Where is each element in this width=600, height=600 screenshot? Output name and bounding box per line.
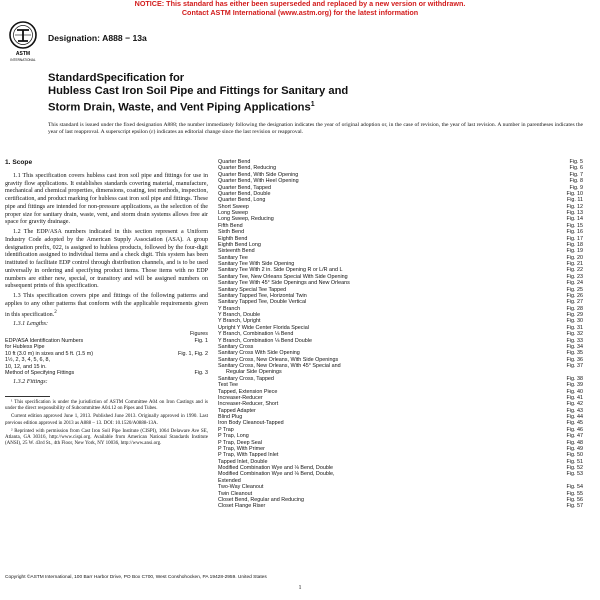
fitting-figure-ref[interactable]: Fig. 46 — [566, 426, 583, 433]
document-title — [48, 72, 548, 115]
fitting-name: Sixth Bend — [218, 229, 245, 236]
fitting-name: Sanitary Cross, Tapped — [218, 375, 274, 382]
notice-line-1: NOTICE: This standard has either been superseded and replaced by a new version or withdrawn. — [134, 0, 466, 8]
fitting-figure-ref[interactable]: Fig. 35 — [566, 350, 583, 357]
fitting-figure-ref[interactable]: Fig. 55 — [566, 490, 583, 497]
fitting-name: Increaser-Reducer, Short — [218, 401, 279, 408]
fitting-name: Regular Side Openings — [226, 369, 282, 376]
footnote-1: ¹ This specification is under the jurisdiction of ASTM Committee A04 on Iron Castings and is under the direct responsibility of Subcommittee A04.12 on Pipes and Tubes. — [5, 400, 208, 412]
fitting-name: Y Branch, Upright — [218, 318, 261, 325]
fitting-figure-ref[interactable]: Fig. 26 — [566, 292, 583, 299]
lengths-row-text: 10 ft (3.0 m) in sizes and 5 ft. (1.5 m) — [5, 350, 94, 357]
fitting-name: Quarter Bend, Double — [218, 190, 271, 197]
fitting-name: Sanitary Special Tee Tapped — [218, 286, 287, 293]
fitting-figure-ref[interactable]: Fig. 51 — [566, 458, 583, 465]
fitting-figure-ref[interactable]: Fig. 27 — [566, 299, 583, 306]
fitting-figure-ref[interactable]: Fig. 33 — [566, 337, 583, 344]
fitting-figure-ref[interactable]: Fig. 20 — [566, 254, 583, 261]
fitting-name: Y Branch, Combination ⅛ Bend — [218, 331, 294, 338]
fitting-name: Fifth Bend — [218, 222, 243, 229]
figures-header: Figures — [190, 331, 208, 338]
fitting-name: Extended — [218, 477, 241, 484]
fitting-name: Tapped, Extension Piece — [218, 388, 278, 395]
fitting-name: Y Branch, Double — [218, 312, 261, 318]
title-line-3 — [48, 98, 548, 115]
fitting-name: Two-Way Cleanout — [218, 484, 264, 491]
lengths-row-text: Method of Specifying Fittings — [5, 370, 75, 377]
fitting-figure-ref[interactable]: Fig. 40 — [566, 388, 583, 395]
fitting-figure-ref[interactable]: Fig. 19 — [566, 248, 583, 255]
footnote-divider — [5, 396, 50, 397]
fitting-figure-ref[interactable]: Fig. 52 — [566, 465, 583, 471]
fitting-name: Closet Bend, Regular and Reducing — [218, 496, 305, 503]
fitting-name: Sanitary Tapped Tee, Double Vertical — [218, 299, 307, 306]
fitting-name: P Trap — [218, 426, 234, 433]
lengths-row — [5, 370, 208, 377]
fitting-figure-ref[interactable]: Fig. 14 — [566, 216, 583, 223]
notice-line-2: Contact ASTM International (www.astm.org) for the latest information — [181, 7, 419, 17]
fitting-name: Sanitary Tee With 45° Side Openings and New Orleans — [218, 280, 350, 287]
designation: Designation: A888 − 13a — [48, 33, 147, 43]
fitting-name: Sixteenth Bend — [218, 248, 255, 255]
fitting-figure-ref[interactable]: Fig. 22 — [566, 267, 583, 274]
copyright-line: Copyright ©ASTM International, 100 Barr Harbor Drive, PO Box C700, West Conshohocken, PA 19428-2959. United States — [5, 575, 267, 580]
fitting-figure-ref[interactable]: Fig. 44 — [566, 414, 583, 420]
fitting-name: Short Sweep — [218, 203, 249, 210]
fitting-figure-ref[interactable]: Fig. 28 — [566, 305, 583, 312]
fitting-name: Sanitary Tee With Side Opening — [218, 261, 295, 267]
fitting-name: P Trap, With Primer — [218, 445, 265, 452]
logo-text: ASTM — [15, 51, 31, 57]
fitting-name: Sanitary Tapped Tee, Horizontal Twin — [218, 292, 307, 299]
fitting-name: Tapped Inlet, Double — [218, 458, 268, 465]
fitting-figure-ref[interactable]: Fig. 50 — [566, 452, 583, 459]
fitting-name: Sanitary Cross, New Orleans, With 45° Special and — [218, 363, 341, 369]
fitting-figure-ref[interactable]: Fig. 30 — [566, 318, 583, 325]
fitting-figure-ref[interactable]: Fig. 42 — [566, 401, 583, 408]
fittings-subheading: 1.3.2 Fittings: — [13, 378, 48, 385]
fitting-name: P Trap, Long — [218, 433, 249, 440]
astm-logo-graphic — [8, 20, 38, 64]
fitting-name: Quarter Bend, Long — [218, 197, 266, 204]
fitting-name: Eighth Bend — [218, 235, 248, 242]
fitting-figure-ref[interactable]: Fig. 47 — [566, 433, 583, 440]
fitting-figure-ref[interactable]: Fig. 48 — [566, 439, 583, 446]
fitting-figure-ref[interactable]: Fig. 13 — [566, 210, 583, 216]
footnotes — [5, 400, 208, 447]
footnote-1-edition: Current edition approved June 1, 2013. Published June 2013. Originally approved in 1990. Last previous edition approved in 2013 as A888 – 13. DOI: 10.1520/A0888-13A. — [5, 414, 208, 426]
footnote-ref-2[interactable]: 2 — [54, 308, 57, 315]
fitting-figure-ref[interactable]: Fig. 29 — [566, 312, 583, 318]
title-line-3-text: Storm Drain, Waste, and Vent Piping Applications — [48, 101, 311, 114]
supersede-notice — [0, 0, 600, 17]
fitting-name: Sanitary Tee, New Orleans Special With Side Opening — [218, 273, 348, 280]
fitting-figure-ref[interactable]: Fig. 32 — [566, 331, 583, 338]
fitting-figure-ref[interactable]: Fig. 15 — [566, 222, 583, 229]
paragraph-1-3-text: 1.3 This specification covers pipe and fittings of the following patterns and applies to any other patterns that conform with the applicable requirements given in this specification. — [5, 293, 208, 318]
fitting-name: Twin Cleanout — [218, 490, 253, 497]
lengths-row-text: for Hubless Pipe — [5, 344, 45, 351]
fitting-name: Y Branch, Combination ⅛ Bend Double — [218, 337, 312, 344]
fitting-figure-ref[interactable]: Fig. 21 — [566, 261, 583, 267]
fitting-name: Eighth Bend Long — [218, 241, 261, 248]
lengths-row-figure[interactable]: Fig. 3 — [194, 370, 208, 377]
title-footnote-ref[interactable]: 1 — [310, 101, 315, 108]
fitting-name: Quarter Bend, Reducing — [218, 165, 277, 172]
fitting-figure-ref[interactable]: Fig. 49 — [566, 445, 583, 452]
logo-subtext: INTERNATIONAL — [10, 58, 36, 62]
fitting-figure-ref[interactable]: Fig. 17 — [566, 235, 583, 242]
fitting-name: Iron Body Cleanout-Tapped — [218, 420, 284, 427]
paragraph-1-3 — [5, 293, 208, 319]
lengths-row-text: 10, 12, and 15 in. — [5, 363, 47, 370]
fitting-name: Blind Plug — [218, 414, 243, 420]
footnote-2: ² Reprinted with permission from Cast Iron Soil Pipe Institute (CISPI), 1064 Delaware Ave SE, Atlanta, GA 30316, http://www.cispi.org. Available from American National Standards Institute (ANSI), 25 W. 43rd St., 4th Floor, New York, NY 10036, http://www.ansi.org. — [5, 428, 208, 446]
fitting-name: Quarter Bend — [218, 159, 251, 165]
fitting-figure-ref[interactable]: Fig. 7 — [569, 171, 583, 178]
fitting-name: Increaser-Reducer — [218, 394, 263, 401]
fitting-row — [218, 503, 583, 509]
fitting-name: Quarter Bend, With Side Opening — [218, 171, 299, 178]
fitting-figure-ref[interactable]: Fig. 10 — [566, 190, 583, 197]
fitting-figure-ref[interactable]: Fig. 11 — [566, 197, 583, 204]
fitting-figure-ref[interactable]: Fig. 45 — [566, 420, 583, 427]
scope-heading: 1. Scope — [5, 159, 33, 166]
fitting-figure-ref[interactable]: Fig. 6 — [569, 165, 583, 172]
title-line-1: StandardSpecification for — [48, 72, 185, 84]
lengths-row-figure[interactable]: Fig. 1, Fig. 2 — [178, 350, 208, 357]
standard-issue-note: This standard is issued under the fixed designation A888; the number immediately following the designation indicates the year of original adoption or, in the case of revision, the year of last revision. A number in parentheses indicates the year of last reapproval. A superscript epsilon (ε) indicates an editorial change since the last revision or reapproval. — [48, 122, 583, 135]
fitting-name: Sanitary Cross, New Orleans, With Side Openings — [218, 356, 339, 363]
fitting-name: Long Sweep — [218, 210, 248, 216]
fitting-name: Sanitary Cross With Side Opening — [218, 350, 300, 357]
fitting-name: Modified Combination Wye and ⅛ Bend, Double — [218, 465, 334, 471]
fitting-figure-ref[interactable]: Fig. 36 — [566, 356, 583, 363]
lengths-row-text: 1½, 2, 3, 4, 5, 6, 8, — [5, 357, 50, 364]
lengths-table — [5, 331, 208, 377]
fitting-figure-ref[interactable]: Fig. 12 — [566, 203, 583, 210]
fitting-figure-ref[interactable]: Fig. 41 — [566, 394, 583, 401]
lengths-row-figure[interactable]: Fig. 1 — [194, 337, 208, 344]
paragraph-1-1: 1.1 This specification covers hubless cast iron soil pipe and fittings for use in gravity flow applications. It establishes standards covering material, manufacture, mechanical and chemical properties, dimensions, coating, test methods, inspection, certification, and product marking for hubless cast iron soil pipe and fittings. These pipe and fittings are intended for non-pressure applications, as the selection of the proper size for sanitary drain, waste, vent, and storm drain systems allows free air space for gravity drainage. — [5, 172, 208, 226]
fitting-name: Sanitary Tee With 2 in. Side Opening R or L/R and L — [218, 267, 343, 274]
fitting-figure-ref[interactable]: Fig. 25 — [566, 286, 583, 293]
fitting-name: Sanitary Tee — [218, 254, 248, 261]
fitting-figure-ref[interactable]: Fig. 24 — [566, 280, 583, 287]
fitting-figure-ref[interactable]: Fig. 5 — [569, 159, 583, 165]
left-column — [5, 159, 208, 449]
fitting-figure-ref[interactable]: Fig. 31 — [566, 324, 583, 331]
lengths-row-text: EDP/ASA Identification Numbers — [5, 337, 84, 344]
fitting-name: Quarter Bend, Tapped — [218, 184, 271, 191]
fitting-name: Modified Combination Wye and ⅛ Bend, Double, — [218, 471, 335, 478]
fitting-name: Y Branch — [218, 305, 241, 312]
lengths-subheading: 1.3.1 Lengths: — [13, 321, 49, 328]
fitting-figure-ref[interactable]: Fig. 53 — [566, 471, 583, 478]
fittings-list — [218, 159, 583, 510]
fitting-name: Tapped Adapter — [218, 407, 256, 414]
astm-logo — [8, 20, 38, 64]
fitting-figure-ref[interactable]: Fig. 23 — [566, 273, 583, 280]
fitting-figure-ref[interactable]: Fig. 38 — [566, 375, 583, 382]
fitting-figure-ref[interactable]: Fig. 57 — [566, 503, 583, 510]
fitting-figure-ref[interactable]: Fig. 43 — [566, 407, 583, 414]
page-number: 1 — [298, 585, 302, 591]
title-line-2: Hubless Cast Iron Soil Pipe and Fittings for Sanitary and — [48, 85, 349, 97]
fitting-name: Upright Y Wide Center Florida Special — [218, 324, 309, 331]
paragraph-1-2: 1.2 The EDP/ASA numbers indicated in this section represent a Uniform Industry Code adopted by the American Supply Association (ASA). A group designation prefix, 022, is assigned to hubless products, followed by the four-digit identification assigned to individual items and a check digit. This system has been instituted to facilitate EDP control through distribution channels, and is to be used universally in ordering and specifying product items. Those items with no EDP numbers are either new, special, or transitory and will be assigned numbers on subsequent prints of this specification. — [5, 229, 208, 290]
fitting-name: Closet Flange Riser — [218, 503, 266, 510]
fitting-figure-ref[interactable]: Fig. 37 — [566, 363, 583, 369]
fitting-figure-ref[interactable]: Fig. 34 — [566, 343, 583, 350]
fitting-figure-ref[interactable]: Fig. 18 — [566, 241, 583, 248]
fitting-figure-ref[interactable]: Fig. 9 — [569, 184, 583, 191]
fitting-figure-ref[interactable]: Fig. 8 — [569, 178, 583, 185]
fitting-figure-ref[interactable]: Fig. 54 — [566, 484, 583, 491]
fitting-name: P Trap, Deep Seal — [218, 439, 262, 446]
fitting-name: Sanitary Cross — [218, 343, 254, 350]
fitting-figure-ref[interactable]: Fig. 16 — [566, 229, 583, 236]
fitting-name: Long Sweep, Reducing — [218, 216, 274, 223]
fitting-name: Test Tee — [218, 382, 238, 389]
fitting-figure-ref[interactable]: Fig. 39 — [566, 382, 583, 389]
fitting-figure-ref[interactable]: Fig. 56 — [566, 496, 583, 503]
fitting-name: Quarter Bend, With Heel Opening — [218, 178, 299, 185]
fitting-name: P Trap, With Tapped Inlet — [218, 452, 279, 459]
